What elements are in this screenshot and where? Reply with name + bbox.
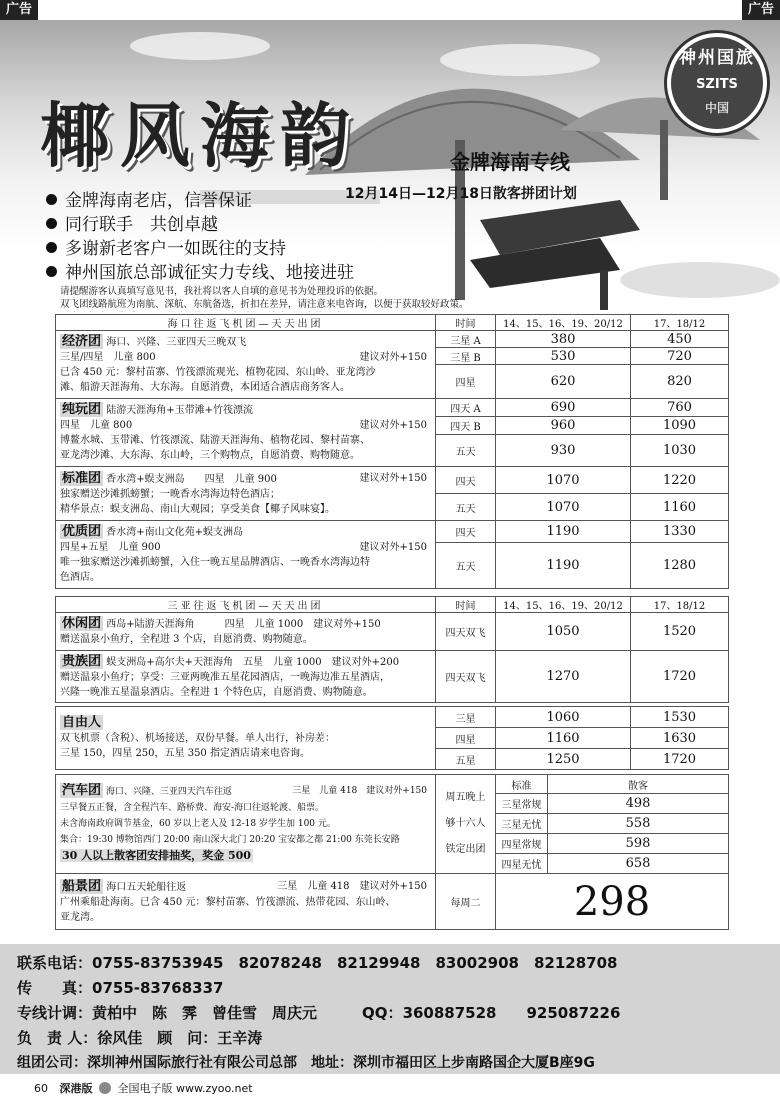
tour-description: 优质团 香水湾+南山文化苑+蜈支洲岛 四星+五星 儿童 900 建议对外+150 唯一独家赠送沙滩抓螃蟹，入住一晚五星品牌酒店、一晚香水湾海边特 色酒店。: [56, 521, 436, 589]
date-plan: 12月14日—12月18日散客拼团计划: [345, 186, 577, 202]
tour-description: 休闲团 西岛+陆游天涯海角 四星 儿童 1000 建议对外+150 赠送温泉小鱼疗，全程进 3 个店，自愿消费、购物随意。: [56, 613, 436, 651]
emblem-icon: [99, 1082, 111, 1094]
tour-description: 标准团 香水湾+蜈支洲岛 四星 儿童 900 建议对外+150 独家赠送沙滩抓螃蟹；一晚香水湾海边特色酒店； 精华景点：蜈支洲岛、南山大观园；享受美食【椰子风味宴】。: [56, 467, 436, 521]
main-title: 椰风海韵: [40, 94, 360, 177]
ad-label-right: 广告: [742, 0, 780, 20]
haikou-tour-table: 海口往返飞机团—天天出团 时间 14、15、16、19、20/12 17、18/12 经济团 海口、兴隆、三亚四天三晚双飞 三星/四星 儿童 800 建议对外+150 已含 450 元：黎村苗寨、竹筏漂流观光、植物花园、东山岭、亚龙湾沙 滩、船游天涯海角、大东海。自愿消费，本团适合酒店商务客人。 三星 A 380 450 三星 B 530 720 四星 620 820 纯玩团 陆游天涯海角+玉带滩+竹筏漂流 四星 儿童 800 建议对外+150 博鳌水城、玉带滩、竹筏漂流、陆游天涯海角、植物花园、黎村苗寨、 亚龙湾沙滩、大东海、东山岭，三个购物点，自愿消费、购物随意。 四天 A 690 760 四天 B 960 1090 五天 930 1030 标准团 香水湾+蜈支洲岛 四星 儿童 900 建议对外+150 独家赠送沙滩抓螃蟹；一晚香水湾海边特色酒店； 精华景点：蜈支洲岛、南山大观园；享受美食【椰子风味宴】。 四天 1070 1220 五天 1070 1160 优质团 香水湾+南山文化苑+蜈支洲岛 四星+五星 儿童 900 建议对外+150 唯一独家赠送沙滩抓螃蟹，入住一晚五星品牌酒店、一晚香水湾海边特 色酒店。 四天 1190 1330 五天 1190 1280: [55, 314, 729, 589]
tour-description: 自由人 双飞机票（含税）、机场接送，双份早餐。单人出行，补房差： 三星 150，四星 250，五星 350 指定酒店请来电咨询。: [56, 707, 436, 770]
bullet-item: 金牌海南老店，信誉保证: [46, 189, 354, 213]
hero-banner: [0, 20, 780, 312]
ad-label-left: 广告: [0, 0, 38, 20]
bullet-item: 同行联手 共创卓越: [46, 213, 354, 237]
staff-line: 专线计调：黄柏中 陈 霁 曾佳雪 周庆元 QQ：360887528 925087226: [17, 1004, 621, 1022]
section-header: 海口往返飞机团—天天出团: [56, 315, 436, 331]
bullet-list: [46, 189, 354, 285]
car-ship-tour-table: 汽车团 海口、兴隆、三亚四天汽车往返 三星 儿童 418 建议对外+150 三早餐五正餐，含全程汽车、路桥费、海安-海口往返轮渡、船票。 未含海南政府调节基金，60 岁以上老人及 12-18 岁学生加 100 元。 集合：19:30 博物馆西门 20:00 南山深大北门 20:20 宝安都之都 21:00 东莞长安路 30 人以上散客团安排抽奖，奖金 500 周五晚上 够十六人 铁定出团 标准 散客 三星常规 498 三星无忧 558 四星常规 598 四星无忧 658 船景团 海口五天轮船往返 三星 儿童 418 建议对外+150 广州乘船赴海南。已含 450 元：黎村苗寨、竹筏漂流、热带花园、东山岭、 亚龙湾。 每周二 298: [55, 774, 729, 930]
free-travel-table: 自由人 双飞机票（含税）、机场接送，双份早餐。单人出行，补房差： 三星 150，四星 250，五星 350 指定酒店请来电咨询。 三星 1060 1530 四星 1160 1630 五星 1250 1720: [55, 706, 729, 770]
ship-price: 298: [496, 874, 729, 930]
ship-schedule: 每周二: [436, 874, 496, 930]
bullet-item: 神州国旅总部诚征实力专线、地接进驻: [46, 261, 354, 285]
car-schedule: 周五晚上 够十六人 铁定出团: [436, 775, 496, 874]
phone-line: 联系电话：0755-83753945 82078248 82129948 83002908 82128708: [17, 954, 618, 972]
lottery-highlight: 30 人以上散客团安排抽奖，奖金 500: [62, 849, 251, 862]
tour-description: 纯玩团 陆游天涯海角+玉带滩+竹筏漂流 四星 儿童 800 建议对外+150 博鳌水城、玉带滩、竹筏漂流、陆游天涯海角、植物花园、黎村苗寨、 亚龙湾沙滩、大东海、东山岭，三个购物点，自愿消费、购物随意。: [56, 399, 436, 467]
responsible-line: 负 责 人：徐风佳 顾 问：王辛涛: [17, 1029, 263, 1047]
tour-description: 汽车团 海口、兴隆、三亚四天汽车往返 三星 儿童 418 建议对外+150 三早餐五正餐，含全程汽车、路桥费、海安-海口往返轮渡、船票。 未含海南政府调节基金，60 岁以上老人及 12-18 岁学生加 100 元。 集合：19:30 博物馆西门 20:00 南山深大北门 20:20 宝安都之都 21:00 东莞长安路 30 人以上散客团安排抽奖，奖金 500: [56, 775, 436, 874]
subtitle: 金牌海南专线: [450, 150, 570, 174]
tour-description: 船景团 海口五天轮船往返 三星 儿童 418 建议对外+150 广州乘船赴海南。已含 450 元：黎村苗寨、竹筏漂流、热带花园、东山岭、 亚龙湾。: [56, 874, 436, 930]
page-footer: [0, 1078, 780, 1100]
company-logo-seal: 神州国旅 SZITS 中国: [664, 30, 770, 136]
tour-description: 贵族团 蜈支洲岛+高尔夫+天涯海角 五星 儿童 1000 建议对外+200 赠送温泉小鱼疗；享受：三亚两晚准五星花园酒店，一晚海边准五星酒店， 兴隆一晚准五星温泉酒店。全程进 1 个特色店，自愿消费、购物随意。: [56, 651, 436, 703]
contact-footer: [0, 944, 780, 1074]
sanya-tour-table: 三亚往返飞机团—天天出团 时间 14、15、16、19、20/12 17、18/12 休闲团 西岛+陆游天涯海角 四星 儿童 1000 建议对外+150 赠送温泉小鱼疗，全程进 3 个店，自愿消费、购物随意。 四天双飞 1050 1520 贵族团 蜈支洲岛+高尔夫+天涯海角 五星 儿童 1000 建议对外+200 赠送温泉小鱼疗；享受：三亚两晚准五星花园酒店，一晚海边准五星酒店， 兴隆一晚准五星温泉酒店。全程进 1 个特色店，自愿消费、购物随意。 四天双飞 1270 1720: [55, 596, 729, 703]
site-label: 全国电子版 www.zyoo.net: [117, 1082, 253, 1095]
page-number: 60: [34, 1082, 48, 1095]
tour-description: 经济团 海口、兴隆、三亚四天三晚双飞 三星/四星 儿童 800 建议对外+150 已含 450 元：黎村苗寨、竹筏漂流观光、植物花园、东山岭、亚龙湾沙 滩、船游天涯海角、大东海。自愿消费，本团适合酒店商务客人。: [56, 331, 436, 399]
notice-text: 请提醒游客认真填写意见书，我社将以客人自填的意见书为处理投诉的依据。 双飞团线路航班为南航、深航、东航备选，折扣在差异，请注意来电咨询，以便于获取较好政策。: [60, 286, 469, 310]
company-line: 组团公司：深圳神州国际旅行社有限公司总部 地址：深圳市福田区上步南路国企大厦B座9G: [17, 1055, 595, 1071]
bullet-item: 多谢新老客户一如既往的支持: [46, 237, 354, 261]
section-header: 三亚往返飞机团—天天出团: [56, 597, 436, 613]
edition-label: 深港版: [59, 1082, 93, 1095]
fax-line: 传 真：0755-83768337: [17, 979, 224, 997]
